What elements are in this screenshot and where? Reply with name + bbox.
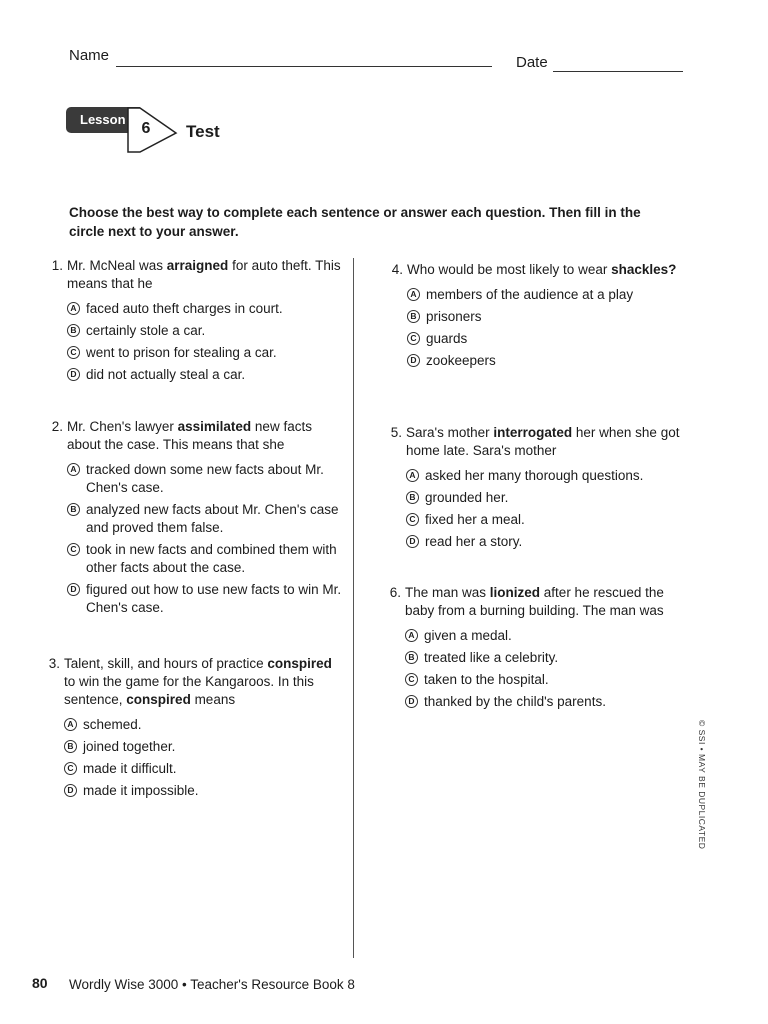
answer-option-text: read her a story. (425, 534, 523, 549)
answer-options (406, 467, 684, 551)
answer-bubble-icon[interactable]: A (64, 718, 77, 731)
answer-option[interactable] (67, 344, 345, 362)
answer-option-text: made it impossible. (83, 783, 199, 798)
answer-bubble-icon[interactable]: C (67, 543, 80, 556)
stem-text: means (190, 692, 236, 707)
answer-option-text: tracked down some new facts about Mr. Chen's case. (86, 462, 324, 495)
answer-options (64, 716, 342, 800)
vocab-word: conspired (267, 656, 332, 671)
answer-bubble-icon[interactable]: C (407, 332, 420, 345)
name-label: Name (69, 47, 110, 64)
answer-bubble-icon[interactable]: A (67, 302, 80, 315)
answer-options (67, 300, 345, 384)
answer-option-text: made it difficult. (83, 761, 177, 776)
answer-option[interactable] (67, 541, 345, 577)
answer-bubble-icon[interactable]: A (67, 463, 80, 476)
answer-bubble-icon[interactable]: B (67, 503, 80, 516)
answer-option[interactable] (407, 308, 685, 326)
answer-bubble-icon[interactable]: A (405, 629, 418, 642)
answer-bubble-icon[interactable]: B (407, 310, 420, 323)
name-blank-line (116, 66, 492, 67)
answer-option[interactable] (405, 649, 683, 667)
question-number: 6. (389, 585, 401, 600)
answer-bubble-icon[interactable]: D (67, 583, 80, 596)
vocab-word: arraigned (166, 258, 229, 273)
answer-bubble-icon[interactable]: B (64, 740, 77, 753)
stem-text: Talent, skill, and hours of practice (64, 656, 268, 671)
stem-text: her when she got home late. Sara's mother (406, 425, 680, 458)
question-number: 1. (51, 258, 63, 273)
page-title: Test (186, 122, 220, 141)
answer-option[interactable] (406, 489, 684, 507)
answer-bubble-icon[interactable]: D (405, 695, 418, 708)
vocab-word: assimilated (177, 419, 252, 434)
answer-option[interactable] (405, 693, 683, 711)
question-6 (383, 584, 683, 715)
answer-bubble-icon[interactable]: B (406, 491, 419, 504)
answer-bubble-icon[interactable]: A (406, 469, 419, 482)
answer-option-text: figured out how to use new facts to win Mr. Chen's case. (86, 582, 342, 615)
answer-option-text: certainly stole a car. (86, 323, 206, 338)
question-5 (384, 424, 684, 555)
answer-option[interactable] (67, 501, 345, 537)
stem-text: Mr. Chen's lawyer (67, 419, 178, 434)
vocab-word: lionized (489, 585, 541, 600)
answer-bubble-icon[interactable]: D (407, 354, 420, 367)
instructions: Choose the best way to complete each sentence or answer each question. Then fill in the circle next to your answer. (69, 205, 641, 239)
answer-option[interactable] (64, 782, 342, 800)
answer-option[interactable] (406, 533, 684, 551)
date-label: Date (516, 54, 548, 71)
answer-option-text: asked her many thorough questions. (425, 468, 644, 483)
question-stem (406, 424, 684, 460)
answer-option-text: went to prison for stealing a car. (86, 345, 277, 360)
stem-text: to win the game for the Kangaroos. In this sentence, (64, 674, 314, 707)
answer-option-text: members of the audience at a play (426, 287, 634, 302)
answer-option[interactable] (67, 581, 345, 617)
answer-option[interactable] (67, 300, 345, 318)
answer-option-text: guards (426, 331, 468, 346)
stem-text: after he rescued the baby from a burning building. The man was (405, 585, 664, 618)
book-title: Wordly Wise 3000 • Teacher's Resource Book 8 (69, 977, 355, 992)
answer-option-text: analyzed new facts about Mr. Chen's case and proved them false. (86, 502, 339, 535)
question-stem (407, 261, 685, 279)
stem-text: Who would be most likely to wear (407, 262, 612, 277)
answer-option-text: took in new facts and combined them with other facts about the case. (86, 542, 337, 575)
question-stem (64, 655, 342, 709)
answer-option-text: faced auto theft charges in court. (86, 301, 283, 316)
answer-bubble-icon[interactable]: C (64, 762, 77, 775)
answer-option-text: fixed her a meal. (425, 512, 525, 527)
question-number: 4. (391, 262, 403, 277)
answer-option[interactable] (64, 738, 342, 756)
answer-options (67, 461, 345, 617)
page-number: 80 (32, 975, 48, 991)
question-stem (67, 257, 345, 293)
answer-option-text: prisoners (426, 309, 482, 324)
stem-text: Mr. McNeal was (67, 258, 167, 273)
question-stem (67, 418, 345, 454)
answer-option[interactable] (67, 461, 345, 497)
stem-text: for auto theft. This means that he (67, 258, 341, 291)
answer-option[interactable] (407, 330, 685, 348)
answer-option[interactable] (67, 366, 345, 384)
lesson-tag-label: Lesson (80, 112, 126, 127)
answer-option-text: schemed. (83, 717, 142, 732)
answer-option[interactable] (407, 286, 685, 304)
stem-text: Sara's mother (406, 425, 494, 440)
answer-option-text: zookeepers (426, 353, 496, 368)
answer-option-text: treated like a celebrity. (424, 650, 559, 665)
question-2 (45, 418, 345, 621)
question-number: 3. (48, 656, 60, 671)
question-stem (405, 584, 683, 620)
answer-bubble-icon[interactable]: D (64, 784, 77, 797)
question-number: 2. (51, 419, 63, 434)
answer-bubble-icon[interactable]: C (405, 673, 418, 686)
column-divider (353, 258, 354, 958)
answer-bubble-icon[interactable]: B (405, 651, 418, 664)
answer-bubble-icon[interactable]: C (67, 346, 80, 359)
question-4 (385, 261, 685, 374)
answer-option[interactable] (67, 322, 345, 340)
answer-option[interactable] (405, 627, 683, 645)
answer-option-text: taken to the hospital. (424, 672, 549, 687)
answer-options (405, 627, 683, 711)
answer-option[interactable] (407, 352, 685, 370)
answer-bubble-icon[interactable]: D (67, 368, 80, 381)
question-3 (42, 655, 342, 804)
vocab-word: conspired (126, 692, 191, 707)
copyright-text: © SSI • MAY BE DUPLICATED (697, 720, 707, 850)
stem-text: The man was (405, 585, 490, 600)
question-1 (45, 257, 345, 388)
answer-option-text: thanked by the child's parents. (424, 694, 606, 709)
answer-bubble-icon[interactable]: D (406, 535, 419, 548)
answer-option-text: given a medal. (424, 628, 512, 643)
answer-bubble-icon[interactable]: A (407, 288, 420, 301)
answer-option-text: did not actually steal a car. (86, 367, 246, 382)
lesson-number: 6 (141, 120, 151, 137)
vocab-word: shackles? (611, 262, 677, 277)
question-number: 5. (390, 425, 402, 440)
answer-options (407, 286, 685, 370)
date-blank-line (553, 71, 683, 72)
answer-option[interactable] (405, 671, 683, 689)
vocab-word: interrogated (493, 425, 573, 440)
answer-bubble-icon[interactable]: B (67, 324, 80, 337)
answer-option-text: joined together. (83, 739, 176, 754)
stem-text: new facts about the case. This means that she (67, 419, 312, 452)
answer-option[interactable] (64, 760, 342, 778)
answer-option[interactable] (64, 716, 342, 734)
answer-bubble-icon[interactable]: C (406, 513, 419, 526)
answer-option[interactable] (406, 511, 684, 529)
answer-option[interactable] (406, 467, 684, 485)
answer-option-text: grounded her. (425, 490, 509, 505)
